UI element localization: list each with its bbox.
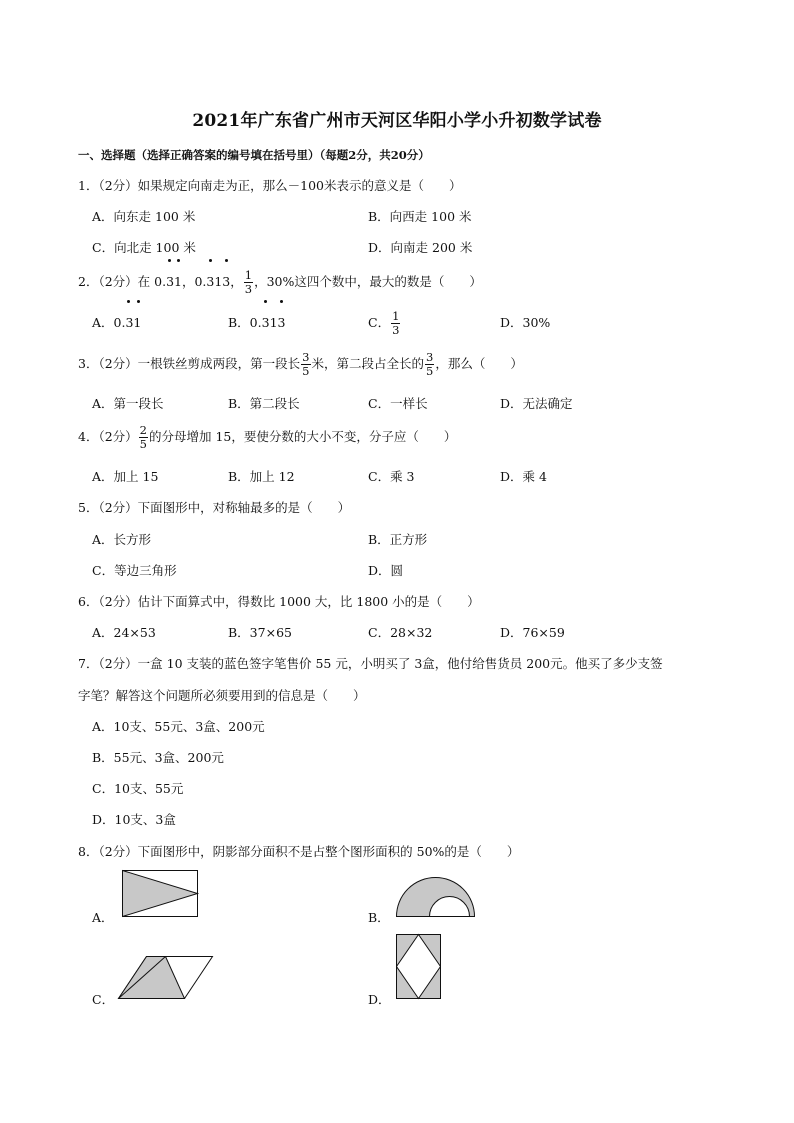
- q4-option-d: D．乘 4: [500, 469, 547, 484]
- q8-figure-b-semicircle-ring: [396, 876, 476, 918]
- q7-option-a: A．10支、55元、3盒、200元: [92, 719, 265, 734]
- q2-suffix: ，30%这四个数中，最大的数是（ ）: [254, 274, 482, 289]
- q6-option-c: C．28×32: [368, 625, 433, 640]
- question-2: [78, 265, 482, 305]
- q3-option-a: A．第一段长: [92, 396, 164, 411]
- q2-separator-2: ，: [230, 274, 243, 289]
- q7-option-b: B．55元、3盒、200元: [92, 750, 224, 765]
- q3-fraction-2: $\frac{3}{5}$: [426, 349, 434, 378]
- q8-figure-c-parallelogram: [118, 956, 214, 1000]
- question-8: 8．（2分）下面图形中，阴影部分面积不是占整个图形面积的 50%的是（ ）: [78, 844, 520, 859]
- question-1: 1．（2分）如果规定向南走为正，那么－100米表示的意义是（ ）: [78, 178, 462, 193]
- q2-repeating-decimal-1: 31: [166, 265, 182, 299]
- q5-option-c: C．等边三角形: [92, 563, 177, 578]
- q4-option-b: B．加上 12: [228, 469, 295, 484]
- q8-option-d-label: D．: [368, 992, 391, 1007]
- q3-option-b: B．第二段长: [228, 396, 300, 411]
- q6-option-a: A．24×53: [92, 625, 156, 640]
- q8-option-c-label: C．: [92, 992, 115, 1007]
- q2-option-d: D．30%: [500, 315, 551, 330]
- q5-option-d: D．圆: [368, 563, 404, 578]
- q5-option-b: B．正方形: [368, 532, 428, 547]
- q2-repeating-decimal-2: 313: [206, 265, 230, 299]
- section-heading: 一、选择题（选择正确答案的编号填在括号里）（每题2分，共20分）: [78, 148, 430, 162]
- q6-option-b: B．37×65: [228, 625, 292, 640]
- q2-fraction: $\frac{1}{3}$: [244, 267, 253, 296]
- q4-option-a: A．加上 15: [92, 469, 159, 484]
- q4-option-c: C．乘 3: [368, 469, 415, 484]
- question-7-line-1: 7．（2分）一盒 10 支装的蓝色签字笔售价 55 元，小明买了 3盒，他付给售货员 200元。他买了多少支签: [78, 656, 663, 671]
- q1-option-c: C．向北走 100 米: [92, 240, 196, 255]
- q8-figure-d-rhombus-in-rectangle: [396, 934, 442, 1000]
- question-4: 4．（2分） $\frac{2}{5}$ 的分母增加 15，要使分数的大小不变，分子应（ ）: [78, 422, 457, 451]
- q3-fraction-1: $\frac{3}{5}$: [302, 349, 310, 378]
- q2-option-c: C． $\frac{1}{3}$: [368, 308, 400, 337]
- q6-option-d: D．76×59: [500, 625, 565, 640]
- q3-option-d: D．无法确定: [500, 396, 573, 411]
- q8-option-b-label: B．: [368, 910, 390, 925]
- question-5: 5．（2分）下面图形中，对称轴最多的是（ ）: [78, 500, 351, 515]
- q2-prefix: 2．（2分）在 0.: [78, 274, 167, 289]
- q2-option-a: A．0. 31: [92, 306, 141, 340]
- q7-option-d: D．10支、3盒: [92, 812, 176, 827]
- q8-figure-a-rectangle-triangle: [122, 870, 200, 918]
- q3-option-c: C．一样长: [368, 396, 428, 411]
- question-3: 3．（2分）一根铁丝剪成两段，第一段长 $\frac{3}{5}$ 米，第二段占全长的 $\frac{3}{5}$ ，那么（ ）: [78, 349, 523, 378]
- q7-option-c: C．10支、55元: [92, 781, 184, 796]
- question-6: 6．（2分）估计下面算式中，得数比 1000 大，比 1800 小的是（ ）: [78, 594, 480, 609]
- q1-option-a: A．向东走 100 米: [92, 209, 196, 224]
- q8-option-a-label: A．: [92, 910, 114, 925]
- question-7-line-2: 字笔？解答这个问题所必须要用到的信息是（ ）: [78, 688, 366, 703]
- q5-option-a: A．长方形: [92, 532, 152, 547]
- q4-fraction: $\frac{2}{5}$: [139, 422, 147, 451]
- page-title: 2021年广东省广州市天河区华阳小学小升初数学试卷: [192, 111, 602, 131]
- q1-option-b: B．向西走 100 米: [368, 209, 472, 224]
- q2-option-b: B．0. 313: [228, 306, 285, 340]
- q1-option-d: D．向南走 200 米: [368, 240, 473, 255]
- q2-separator-1: ，0.: [181, 274, 207, 289]
